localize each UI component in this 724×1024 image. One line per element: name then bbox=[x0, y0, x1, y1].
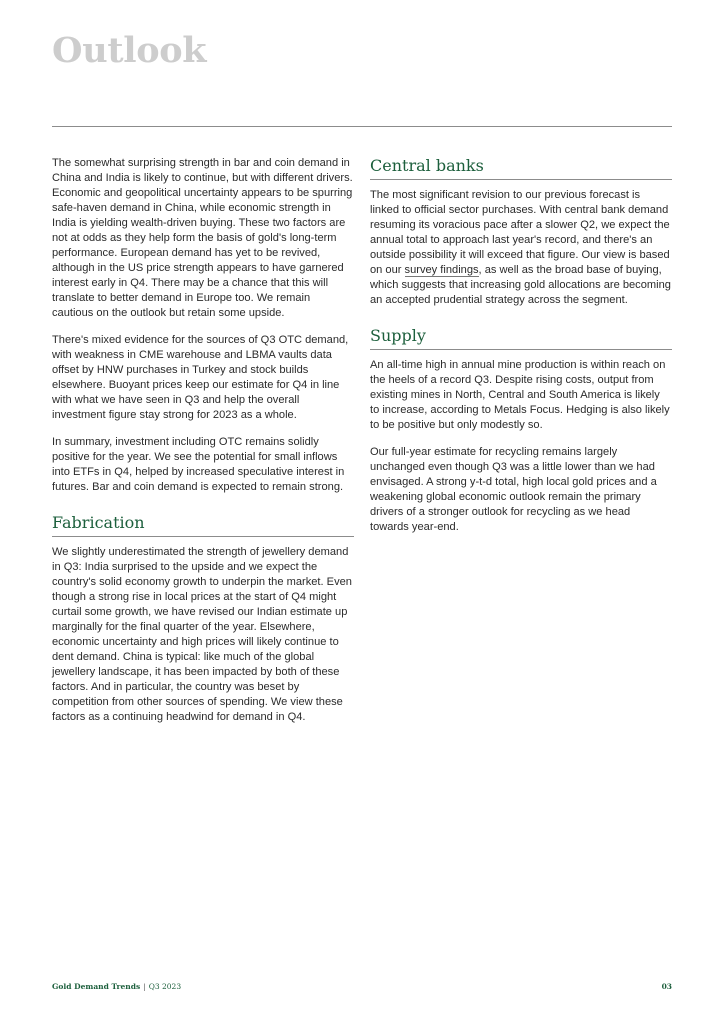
supply-paragraph-1: An all-time high in annual mine production is within reach on the heels of a record Q3. Despite rising costs, output from existing mines in North, Central and South America is likely to increase, according to Metals Focus. Hedging is also likely to be positive but only modestly so. bbox=[370, 359, 670, 431]
fabrication-heading: Fabrication bbox=[52, 513, 354, 537]
page-title: Outlook bbox=[52, 30, 207, 71]
footer-publication bbox=[52, 982, 181, 991]
supply-heading: Supply bbox=[370, 326, 672, 350]
right-column bbox=[370, 156, 672, 547]
intro-paragraph-2: There's mixed evidence for the sources of Q3 OTC demand, with weakness in CME warehouse and LBMA vaults data offset by HNW purchases in Turkey and stock builds elsewhere. Buoyant prices keep our estimate for Q4 in line with what we have seen in Q3 and help the overall investment figure stay strong for 2023 as a whole. bbox=[52, 334, 349, 421]
central-banks-text-after-link: , as well as the broad base of buying, which suggests that increasing gold allocations are becoming an accepted prudential strategy across the segment. bbox=[370, 264, 671, 306]
left-column bbox=[52, 156, 354, 737]
page-number: 03 bbox=[661, 982, 672, 991]
footer-publication-name: Gold Demand Trends bbox=[52, 982, 141, 991]
fabrication-paragraph: We slightly underestimated the strength of jewellery demand in Q3: India surprised to the upside and we expect the country's solid economy growth to underpin the market. Even though a strong rise in local prices at the start of Q4 might curtail some growth, we have revised our Indian estimate up marginally for the final quarter of the year. Elsewhere, economic uncertainty and high prices will likely continue to dent demand. China is typical: like much of the global jewellery landscape, it has been impacted by both of these factors. And in particular, the country was beset by competition from other sources of spending. We view these factors as a continuing headwind for demand in Q4. bbox=[52, 546, 352, 723]
footer-separator: | bbox=[143, 982, 146, 991]
footer-period: Q3 2023 bbox=[148, 982, 182, 991]
central-banks-heading: Central banks bbox=[370, 156, 672, 180]
supply-paragraph-2: Our full-year estimate for recycling remains largely unchanged even though Q3 was a little lower than we had envisaged. A strong y-t-d total, high local gold prices and a weakening global economic outlook remain the primary drivers of a stronger outlook for recycling as we head towards year-end. bbox=[370, 446, 657, 533]
central-banks-text-before-link: The most significant revision to our previous forecast is linked to official sector purchases. With central bank demand resuming its voracious pace after a slower Q2, we expect the annual total to approach last year's record, and there's an outside possibility it will exceed that figure. Our view is based on our bbox=[370, 189, 670, 276]
intro-paragraph-3: In summary, investment including OTC remains solidly positive for the year. We see the potential for small inflows into ETFs in Q4, helped by increased speculative interest in futures. Bar and coin demand is expected to remain strong. bbox=[52, 436, 345, 493]
central-banks-paragraph bbox=[370, 188, 672, 308]
survey-findings-link[interactable]: survey findings bbox=[404, 264, 479, 276]
intro-paragraph-1: The somewhat surprising strength in bar and coin demand in China and India is likely to continue, but with different drivers. Economic and geopolitical uncertainty appears to be spurring safe-haven demand in China, while economic strength in India is yielding wealth-driven buying. These two factors are not at odds as they help form the basis of gold's long-term performance. European demand has yet to be revived, although in the US price strength appears to have garnered interest early in Q4. There may be a chance that this will translate to better demand in Europe too. We remain cautious on the outlook but retain some upside. bbox=[52, 157, 353, 319]
title-divider bbox=[52, 126, 672, 127]
